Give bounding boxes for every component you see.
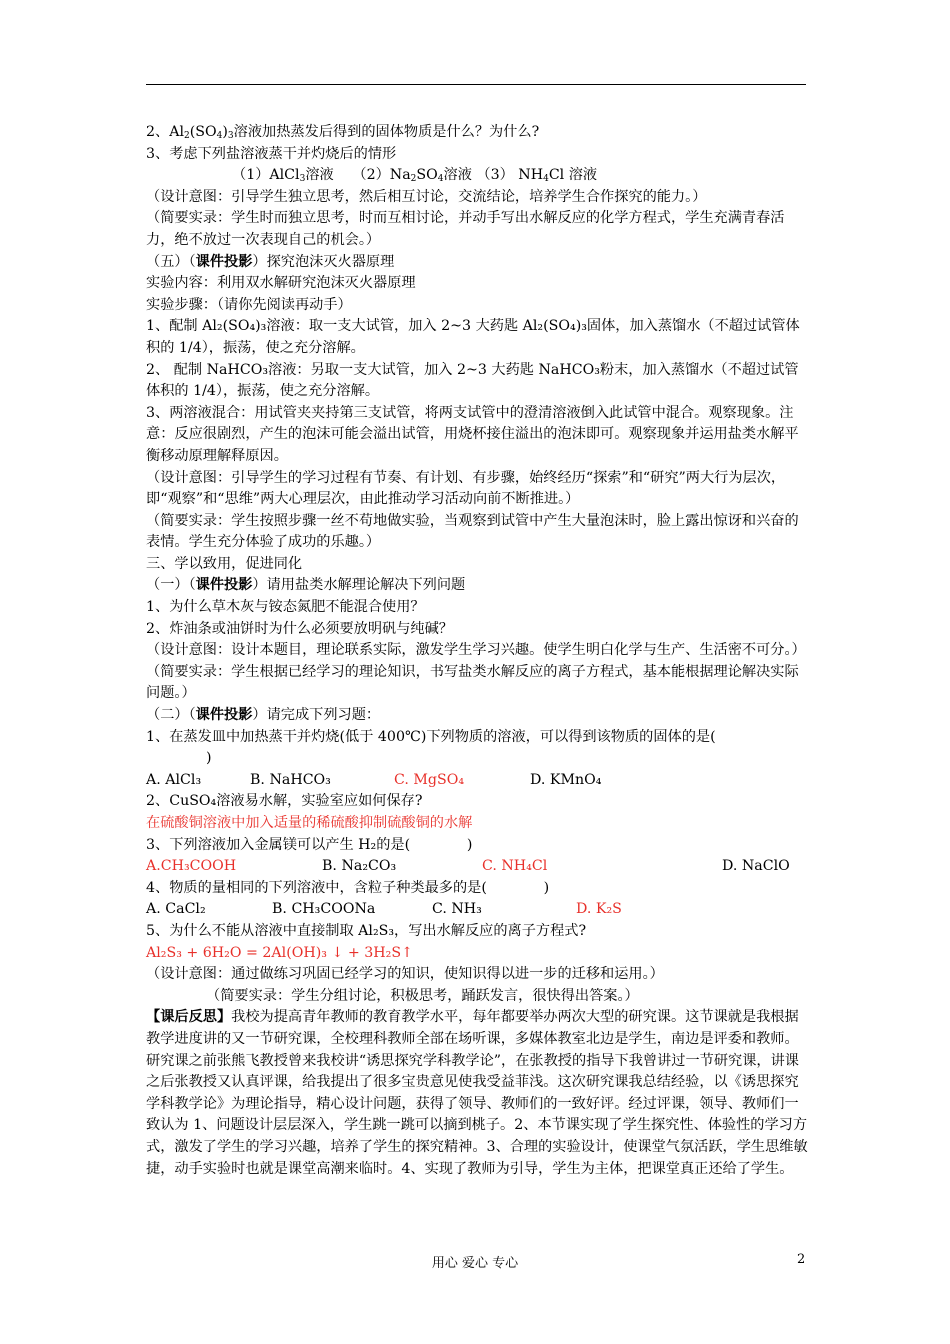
question-3: 3、考虑下列盐溶液蒸干并灼烧后的情形 — [146, 145, 397, 162]
design-intent: （设计意图：通过做练习巩固已经学习的知识，使知识得以进一步的迁移和运用。） — [146, 966, 664, 983]
experiment-content: 实验内容：利用双水解研究泡沫灭火器原理 — [146, 275, 416, 292]
option-a: A. AlCl₃ — [146, 771, 202, 788]
subsection-one-heading: （一）（课件投影）请用盐类水解理论解决下列问题 — [146, 577, 466, 594]
brief-record: （简要实录：学生分组讨论，积极思考，踊跃发言，很快得出答案。） — [206, 987, 639, 1004]
section-three-heading: 三、学以致用，促进同化 — [146, 555, 303, 572]
post-lesson-reflection: 【课后反思】我校为提高青年教师的教育教学水平，每年都要举办两次大型的研究课。这节课就是我根据教学进度讲的又一节研究课，全校理科教师全部在场听课，多媒体教室北边是学生，南边是评委和教师。研究课之前张熊飞教授曾来我校讲“诱思探究学科教学论”，在张教授的指导下我曾讲过一节研究课，讲课之后张教授又认真评课，给我提出了很多宝贵意见使我受益菲浅。这次研究课我总结经验，以《诱思探究学科教学论》为理论指导，精心设计问题，获得了领导、教师们的一致好评。经过评课，领导、教师们一致认为 1、问题设计层层深入，学生跳一跳可以摘到桃子。2、本节课实现了学生探究性、体验性的学习方式，激发了学生的学习兴趣，培养了学生的探究精神。3、合理的实验设计，使课堂气氛活跃，学生思维敏捷，动手实验时也就是课堂高潮来临时。4、实现了教师为引导，学生为主体，把课堂真正还给了学生。 — [146, 1009, 808, 1177]
step-1: 1、配制 Al₂(SO₄)₃溶液：取一支大试管，加入 2~3 大药匙 Al₂(SO₄)₃固体，加入蒸馏水（不超过试管体积的 1/4），振荡，使之充分溶解。 — [146, 318, 800, 356]
problem-1: 1、为什么草木灰与铵态氮肥不能混合使用？ — [146, 599, 425, 616]
brief-record: （简要实录：学生按照步骤一丝不苟地做实验，当观察到试管中产生大量泡沫时，脸上露出惊讶和兴奋的表情。学生充分体验了成功的乐趣。） — [146, 512, 799, 551]
step-3: 3、两溶液混合：用试管夹夹持第三支试管，将两支试管中的澄清溶液倒入此试管中混合。观察现象。注意：反应很剧烈，产生的泡沫可能会溢出试管，用烧杯接住溢出的泡沫即可。观察现象并运用盐类水解平衡移动原理解释原因。 — [146, 404, 799, 464]
option-b: B. NaHCO₃ — [250, 771, 331, 788]
option-d-answer: D. K₂S — [576, 901, 622, 918]
exercise-3-options — [146, 856, 810, 878]
page-number: 2 — [797, 1252, 806, 1267]
exercise-4-options — [146, 899, 810, 921]
option-c-answer: C. NH₄Cl — [482, 858, 548, 875]
design-intent: （设计意图：引导学生的学习过程有节奏、有计划、有步骤，始终经历“探索”和“研究”两大行为层次，即“观察”和“思维”两大心理层次，由此推动学习活动向前不断推进。） — [146, 469, 786, 508]
section-five-heading: （五）（课件投影）探究泡沫灭火器原理 — [146, 253, 395, 270]
step-2: 2、 配制 NaHCO₃溶液：另取一支大试管，加入 2~3 大药匙 NaHCO₃粉末，加入蒸馏水（不超过试管体积的 1/4），振荡，使之充分溶解。 — [146, 361, 799, 400]
design-intent: （设计意图：引导学生独立思考，然后相互讨论，交流结论，培养学生合作探究的能力。） — [146, 188, 707, 205]
brief-record: （简要实录：学生根据已经学习的理论知识，书写盐类水解反应的离子方程式，基本能根据理论解决实际问题。） — [146, 663, 799, 702]
option-c: C. NH₃ — [432, 901, 482, 918]
option-d: D. KMnO₄ — [530, 771, 602, 788]
option-a: A. CaCl₂ — [146, 901, 206, 918]
brief-record: （简要实录：学生时而独立思考，时而互相讨论，并动手写出水解反应的化学方程式，学生充满青春活力，绝不放过一次表现自己的机会。） — [146, 210, 785, 248]
exercise-2-answer: 在硫酸铜溶液中加入适量的稀硫酸抑制硫酸铜的水解 — [146, 815, 473, 831]
exercise-1-options — [146, 770, 810, 792]
exercise-3: 3、下列溶液加入金属镁可以产生 H₂的是( ) — [146, 836, 473, 853]
option-c-answer: C. MgSO₄ — [394, 771, 465, 788]
option-b: B. CH₃COONa — [272, 901, 376, 918]
problem-2: 2、炸油条或油饼时为什么必须要放明矾与纯碱？ — [146, 620, 453, 637]
question-2: 2、$Al_2(SO_4)_3$溶液加热蒸发后得到的固体物质是什么？为什么? — [146, 124, 540, 141]
exercise-2: 2、CuSO₄溶液易水解，实验室应如何保存? — [146, 793, 423, 810]
header-rule — [146, 84, 806, 85]
option-a-answer: A.CH₃COOH — [146, 858, 237, 875]
question-3-items: （1）AlCl$_3$溶液 $(2)Na_2SO_4$溶液 （3） $NH_4Cl$ 溶液 — [232, 167, 598, 185]
design-intent: （设计意图：设计本题目，理论联系实际，激发学生学习兴趣。使学生明白化学与生产、生活密不可分。） — [146, 642, 806, 659]
exercise-5-answer: Al₂S₃ + 6H₂O = 2Al(OH)₃ ↓ + 3H₂S↑ — [146, 944, 413, 961]
document-body — [146, 122, 810, 1180]
option-b: B. Na₂CO₃ — [322, 858, 397, 875]
exercise-5: 5、为什么不能从溶液中直接制取 Al₂S₃，写出水解反应的离子方程式? — [146, 922, 587, 939]
footer-text: 用心 爱心 专心 — [431, 1256, 519, 1271]
exercise-1: 1、在蒸发皿中加热蒸干并灼烧(低于 400℃)下列物质的溶液，可以得到该物质的固体的是( — [146, 728, 716, 745]
exercise-1-paren: ) — [206, 750, 212, 767]
option-d: D. NaClO — [722, 858, 790, 875]
experiment-steps: 实验步骤：（请你先阅读再动手） — [146, 296, 352, 313]
subsection-two-heading: （二）（课件投影）请完成下列习题： — [146, 707, 381, 724]
exercise-4: 4、物质的量相同的下列溶液中，含粒子种类最多的是( ) — [146, 879, 550, 896]
